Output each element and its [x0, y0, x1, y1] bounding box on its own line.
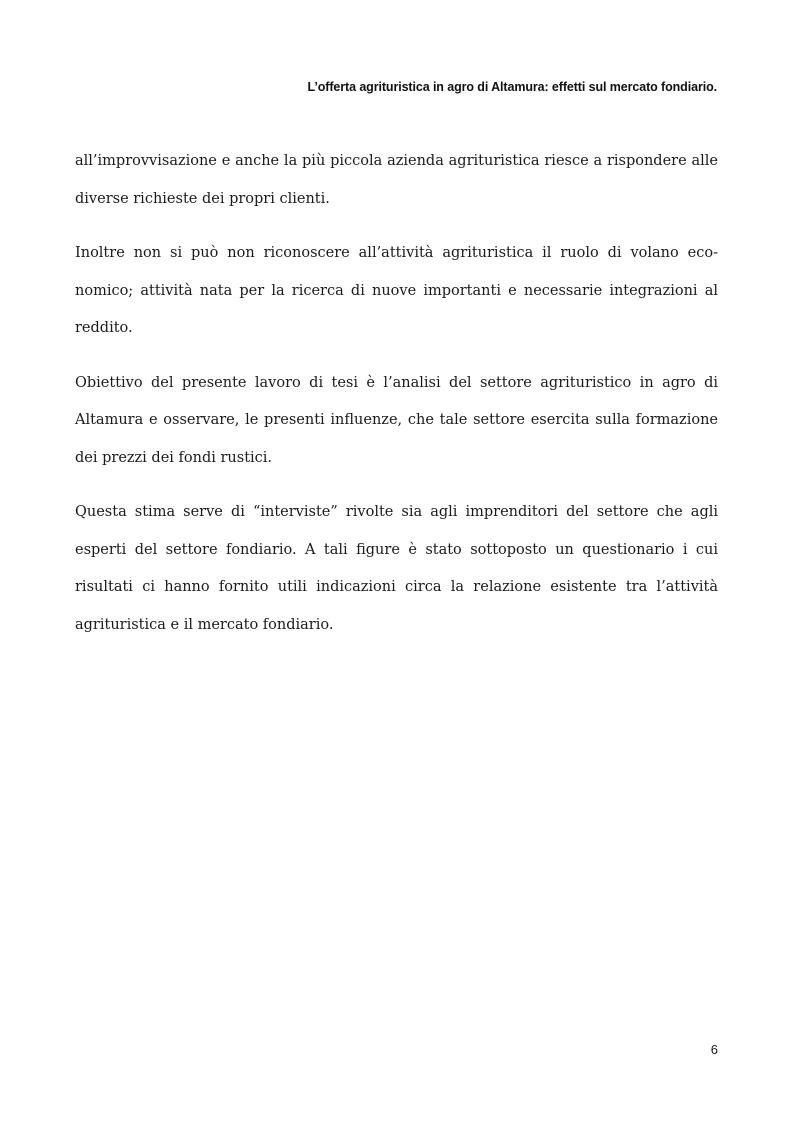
paragraph: Inoltre non si può non riconoscere all’attività agrituristica il ruolo di volano economico; attività nata per la ricerca di nuove importanti e necessarie integrazioni al reddito.: [75, 245, 718, 336]
page-number: 6: [710, 1042, 718, 1057]
paragraph: Questa stima serve di “interviste” rivolte sia agli imprenditori del settore che agli esperti del settore fondiario. A tali figure è stato sottoposto un questionario i cui risultati ci hanno fornito utili indicazioni circa la relazione esistente tra l’attività agrituristica e il mercato fondiario.: [75, 504, 718, 633]
running-header: L’offerta agrituristica in agro di Altamura: effetti sul mercato fondiario.: [307, 80, 717, 94]
paragraph: Obiettivo del presente lavoro di tesi è l’analisi del settore agrituristico in agro di Altamura e osservare, le presenti influenze, che tale settore esercita sulla formazione dei prezzi dei fondi rustici.: [75, 374, 718, 466]
paragraph: all’improvvisazione e anche la più piccola azienda agrituristica riesce a rispondere alle diverse richieste dei propri clienti.: [75, 153, 718, 207]
body-text: [75, 143, 718, 661]
